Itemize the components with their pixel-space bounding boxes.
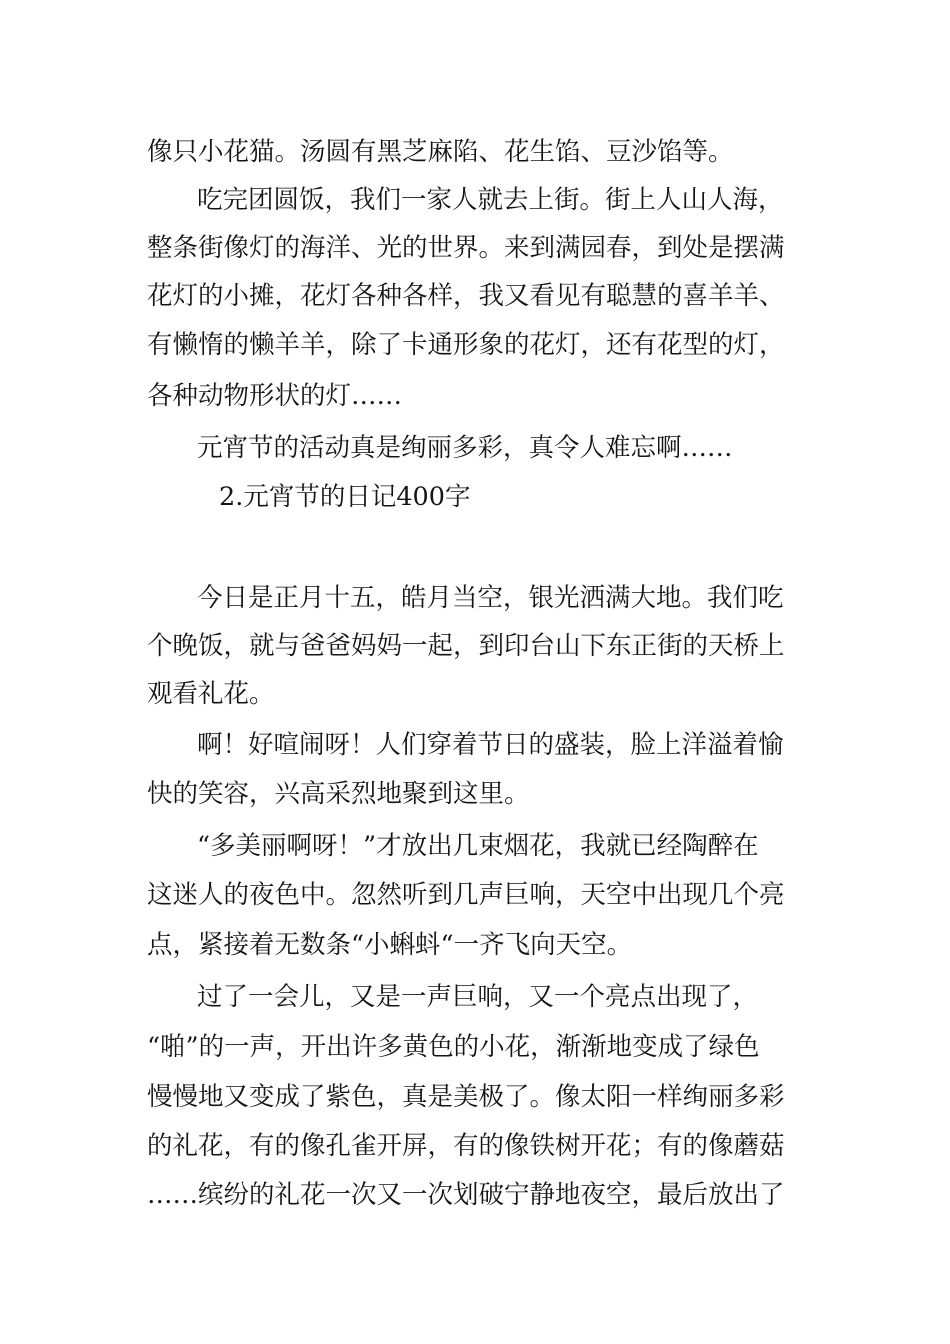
- paragraph-line: 今日是正月十五，皓月当空，银光洒满大地。我们吃: [197, 583, 784, 613]
- paragraph-line: “多美丽啊呀！”才放出几束烟花，我就已经陶醉在: [197, 831, 759, 861]
- paragraph-line: 元宵节的活动真是绚丽多彩，真令人难忘啊……: [197, 433, 733, 463]
- paragraph-line: 过了一会儿，又是一声巨响，又一个亮点出现了，: [197, 982, 759, 1012]
- paragraph-line: 有懒惰的懒羊羊，除了卡通形象的花灯，还有花型的灯，: [147, 330, 785, 360]
- paragraph-line: 吃完团圆饭，我们一家人就去上街。街上人山人海，: [197, 185, 784, 215]
- paragraph-line: 点，紧接着无数条“小蝌蚪“一齐飞向天空。: [147, 930, 633, 960]
- paragraph-line: “啪”的一声，开出许多黄色的小花，渐渐地变成了绿色: [147, 1032, 760, 1062]
- paragraph-line: 慢慢地又变成了紫色，真是美极了。像太阳一样绚丽多彩: [147, 1082, 785, 1112]
- paragraph-line: 像只小花猫。汤圆有黑芝麻陷、花生馅、豆沙馅等。: [147, 137, 734, 167]
- paragraph-line: 各种动物形状的灯……: [147, 381, 403, 411]
- paragraph-line: 观看礼花。: [147, 679, 275, 709]
- paragraph-line: 啊！好喧闹呀！人们穿着节日的盛装，脸上洋溢着愉: [197, 730, 784, 760]
- paragraph-line: 的礼花，有的像孔雀开屏，有的像铁树开花；有的像蘑菇: [147, 1131, 785, 1161]
- paragraph-line: 个晚饭，就与爸爸妈妈一起，到印台山下东正街的天桥上: [147, 631, 785, 661]
- paragraph-line: ……缤纷的礼花一次又一次划破宁静地夜空，最后放出了: [147, 1180, 785, 1210]
- paragraph-line: 整条街像灯的海洋、光的世界。来到满园春，到处是摆满: [147, 233, 785, 263]
- paragraph-line: 花灯的小摊，花灯各种各样，我又看见有聪慧的喜羊羊、: [147, 281, 785, 311]
- section-heading: 2.元宵节的日记400字: [219, 482, 471, 512]
- paragraph-line: 这迷人的夜色中。忽然听到几声巨响，天空中出现几个亮: [147, 880, 785, 910]
- paragraph-line: 快的笑容，兴高采烈地聚到这里。: [147, 779, 530, 809]
